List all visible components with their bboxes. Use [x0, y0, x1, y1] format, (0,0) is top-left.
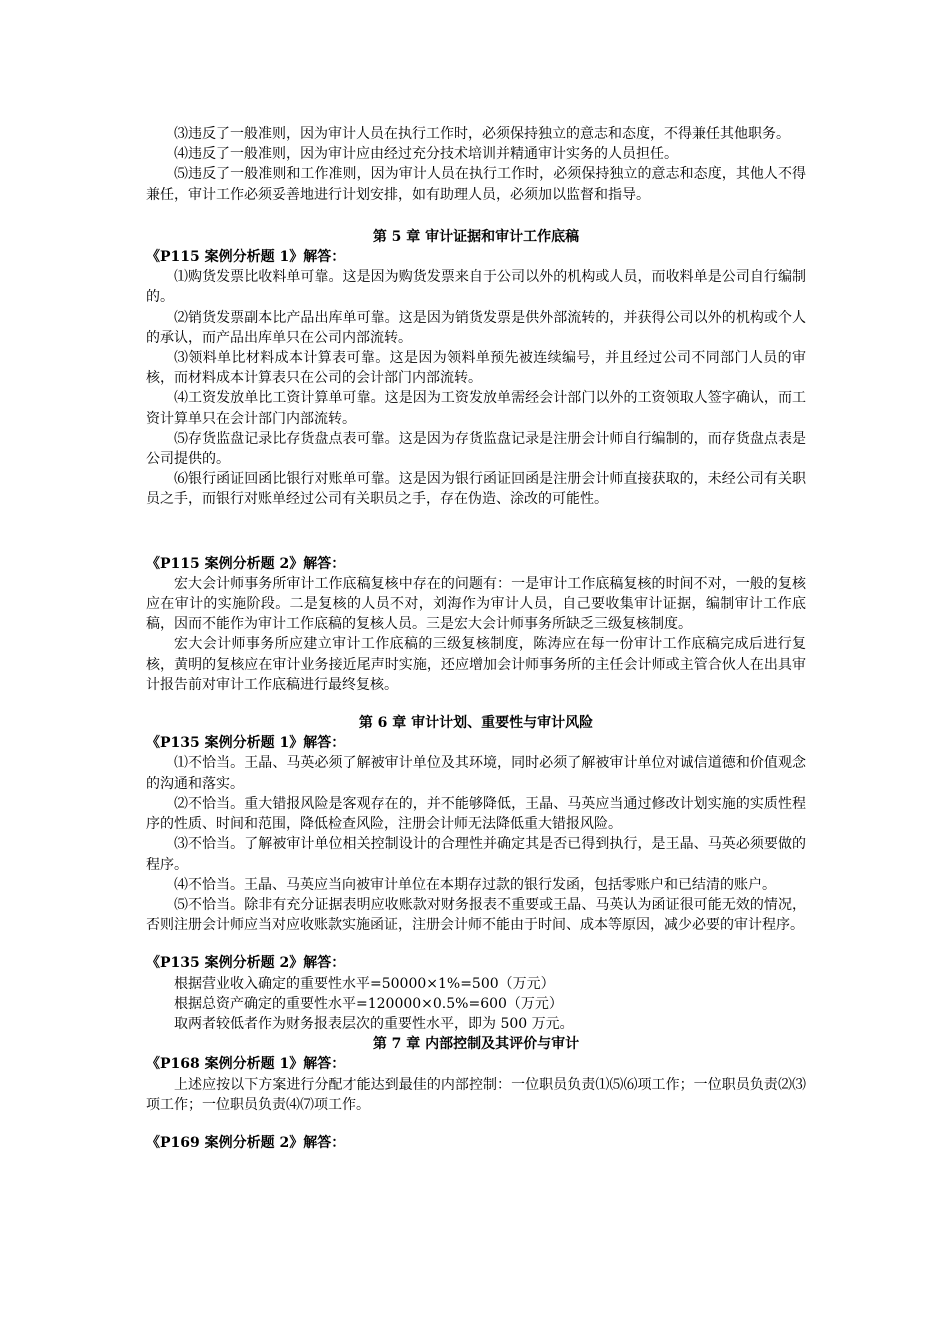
paragraph: ⑷违反了一般准则，因为审计应由经过充分技术培训并精通审计实务的人员担任。: [174, 146, 678, 163]
paragraph: ⑷工资发放单比工资计算单可靠。这是因为工资发放单需经会计部门以外的工资领取人签字确认，而工资计算单只在会计部门内部流转。: [146, 390, 806, 427]
case-heading: 《P135 案例分析题 1》解答：: [146, 735, 346, 752]
chapter-heading: 第 6 章 审计计划、重要性与审计风险: [358, 715, 594, 732]
paragraph: 宏大会计师事务所审计工作底稿复核中存在的问题有：一是审计工作底稿复核的时间不对，一般的复核应在审计的实施阶段。二是复核的人员不对，刘海作为审计人员，自己要收集审计证据，编制审计工作底稿，因而不能作为审计工作底稿的复核人员。三是宏大会计师事务所缺乏三级复核制度。: [146, 575, 806, 633]
spacer: [146, 695, 806, 713]
paragraph: ⑸违反了一般准则和工作准则，因为审计人员在执行工作时，必须保持独立的意志和态度，其他人不得兼任，审计工作必须妥善地进行计划安排，如有助理人员，必须加以监督和指导。: [146, 166, 806, 203]
paragraph: ⑵销货发票副本比产品出库单可靠。这是因为销货发票是供外部流转的，并获得公司以外的机构或个人的承认，而产品出库单只在公司内部流转。: [146, 309, 806, 346]
paragraph: ⑶领料单比材料成本计算表可靠。这是因为领料单预先被连续编号，并且经过公司不同部门人员的审核，而材料成本计算表只在公司的会计部门内部流转。: [146, 350, 806, 387]
case-heading: 《P135 案例分析题 2》解答：: [146, 955, 346, 972]
paragraph: ⑶违反了一般准则，因为审计人员在执行工作时，必须保持独立的意志和态度，不得兼任其他职务。: [174, 126, 790, 142]
paragraph: ⑴购货发票比收料单可靠。这是因为购货发票来自于公司以外的机构或人员，而收料单是公司自行编制的。: [146, 269, 806, 306]
paragraph: 上述应按以下方案进行分配才能达到最佳的内部控制：一位职员负责⑴⑸⑹项工作；一位职员负责⑵⑶项工作；一位职员负责⑷⑺项工作。: [146, 1076, 806, 1113]
case-heading: 《P115 案例分析题 1》解答：: [146, 249, 346, 266]
paragraph: ⑷不恰当。王晶、马英应当向被审计单位在本期存过款的银行发函，包括零账户和已结清的账户。: [174, 876, 776, 893]
spacer: [146, 510, 806, 554]
paragraph: 取两者较低者作为财务报表层次的重要性水平，即为 500 万元。: [174, 1015, 574, 1032]
paragraph: ⑹银行函证回函比银行对账单可靠。这是因为银行函证回函是注册会计师直接获取的，未经公司有关职员之手，而银行对账单经过公司有关职员之手，存在伪造、涂改的可能性。: [146, 471, 806, 508]
spacer: [146, 935, 806, 953]
paragraph: 宏大会计师事务所应建立审计工作底稿的三级复核制度，陈涛应在每一份审计工作底稿完成后进行复核，黄明的复核应在审计业务接近尾声时实施，还应增加会计师事务所的主任会计师或主管合伙人在出具审计报告前对审计工作底稿进行最终复核。: [146, 636, 806, 693]
chapter-heading: 第 5 章 审计证据和审计工作底稿: [372, 228, 580, 245]
paragraph: ⑶不恰当。了解被审计单位相关控制设计的合理性并确定其是否已得到执行，是王晶、马英必须要做的程序。: [146, 836, 806, 873]
case-heading: 《P168 案例分析题 1》解答：: [146, 1056, 346, 1073]
paragraph: ⑴不恰当。王晶、马英必须了解被审计单位及其环境，同时必须了解被审计单位对诚信道德和价值观念的沟通和落实。: [146, 755, 806, 792]
paragraph: ⑸不恰当。除非有充分证据表明应收账款对财务报表不重要或王晶、马英认为函证很可能无效的情况，否则注册会计师应当对应收账款实施函证，注册会计师不能由于时间、成本等原因，减少必要的审计程序。: [146, 896, 806, 934]
case-heading: 《P169 案例分析题 2》解答：: [146, 1134, 346, 1151]
chapter-heading: 第 7 章 内部控制及其评价与审计: [372, 1036, 580, 1053]
paragraph: ⑸存货监盘记录比存货盘点表可靠。这是因为存货监盘记录是注册会计师自行编制的，而存货盘点表是公司提供的。: [146, 430, 806, 468]
paragraph: ⑵不恰当。重大错报风险是客观存在的，并不能够降低，王晶、马英应当通过修改计划实施的实质性程序的性质、时间和范围，降低检查风险，注册会计师无法降低重大错报风险。: [146, 795, 806, 833]
spacer: [146, 205, 806, 227]
case-heading: 《P115 案例分析题 2》解答：: [146, 555, 346, 572]
document-body: [146, 124, 806, 1153]
spacer: [146, 1115, 806, 1133]
paragraph: 根据营业收入确定的重要性水平=50000×1%=500（万元）: [174, 975, 555, 992]
paragraph: 根据总资产确定的重要性水平=120000×0.5%=600（万元）: [174, 995, 563, 1012]
